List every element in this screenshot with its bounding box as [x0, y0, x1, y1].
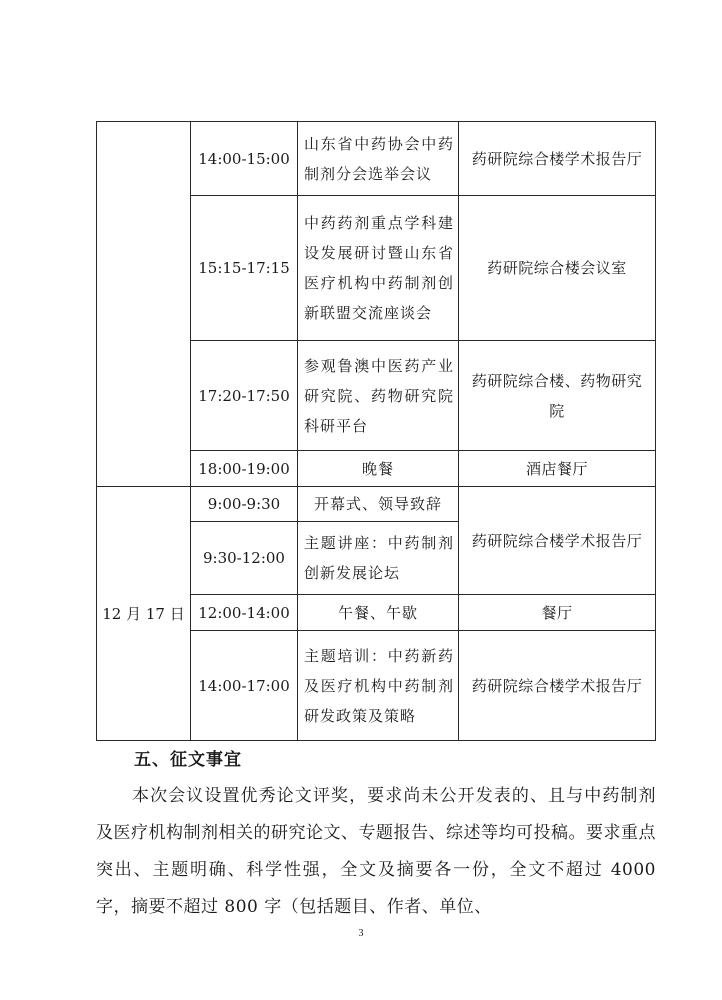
time-cell: 18:00-19:00 — [191, 451, 298, 487]
topic-cell — [298, 595, 459, 631]
table-row — [97, 122, 656, 196]
schedule-table — [96, 121, 656, 741]
time-cell: 14:00-15:00 — [191, 122, 298, 196]
table-row — [97, 487, 656, 522]
topic-text: 晚餐 — [361, 459, 394, 478]
time-cell: 17:20-17:50 — [191, 341, 298, 451]
topic-text: 参观鲁澳中医药产业研究院、药物研究院科研平台 — [304, 356, 454, 435]
topic-text: 主题培训：中药新药及医疗机构中药制剂研发政策及策略 — [304, 646, 454, 725]
page-number: 3 — [358, 928, 364, 939]
time-cell: 9:30-12:00 — [191, 522, 298, 595]
topic-text: 主题讲座：中药制剂创新发展论坛 — [304, 534, 454, 582]
time-cell: 15:15-17:15 — [191, 196, 298, 341]
time-cell: 12:00-14:00 — [191, 595, 298, 631]
topic-cell — [298, 341, 459, 451]
venue-cell: 药研院综合楼、药物研究院 — [459, 341, 656, 451]
venue-cell: 酒店餐厅 — [459, 451, 656, 487]
section-body-paragraph: 本次会议设置优秀论文评奖，要求尚未公开发表的、且与中药制剂及医疗机构制剂相关的研究论文、专题报告、综述等均可投稿。要求重点突出、主题明确、科学性强，全文及摘要各一份，全文不超过 4000 字，摘要不超过 800 字（包括题目、作者、单位、 — [96, 786, 656, 917]
topic-text: 山东省中药协会中药制剂分会选举会议 — [304, 134, 454, 183]
section-heading: 五、征文事宜 — [134, 750, 242, 770]
topic-cell — [298, 522, 459, 595]
venue-cell: 餐厅 — [459, 595, 656, 631]
topic-text: 中药药剂重点学科建设发展研讨暨山东省医疗机构中药制剂创新联盟交流座谈会 — [304, 214, 454, 322]
topic-cell — [298, 487, 459, 522]
topic-cell — [298, 451, 459, 487]
date-cell-dec17: 12 月 17 日 — [97, 487, 191, 741]
topic-text: 开幕式、领导致辞 — [313, 495, 442, 513]
topic-text: 午餐、午歇 — [337, 603, 418, 622]
topic-cell — [298, 122, 459, 196]
venue-cell: 药研院综合楼学术报告厅 — [459, 631, 656, 741]
venue-cell: 药研院综合楼学术报告厅 — [459, 487, 656, 595]
venue-cell: 药研院综合楼会议室 — [459, 196, 656, 341]
topic-cell — [298, 196, 459, 341]
time-cell: 14:00-17:00 — [191, 631, 298, 741]
venue-cell: 药研院综合楼学术报告厅 — [459, 122, 656, 196]
date-cell-prev — [97, 122, 191, 487]
time-cell: 9:00-9:30 — [191, 487, 298, 522]
topic-cell — [298, 631, 459, 741]
